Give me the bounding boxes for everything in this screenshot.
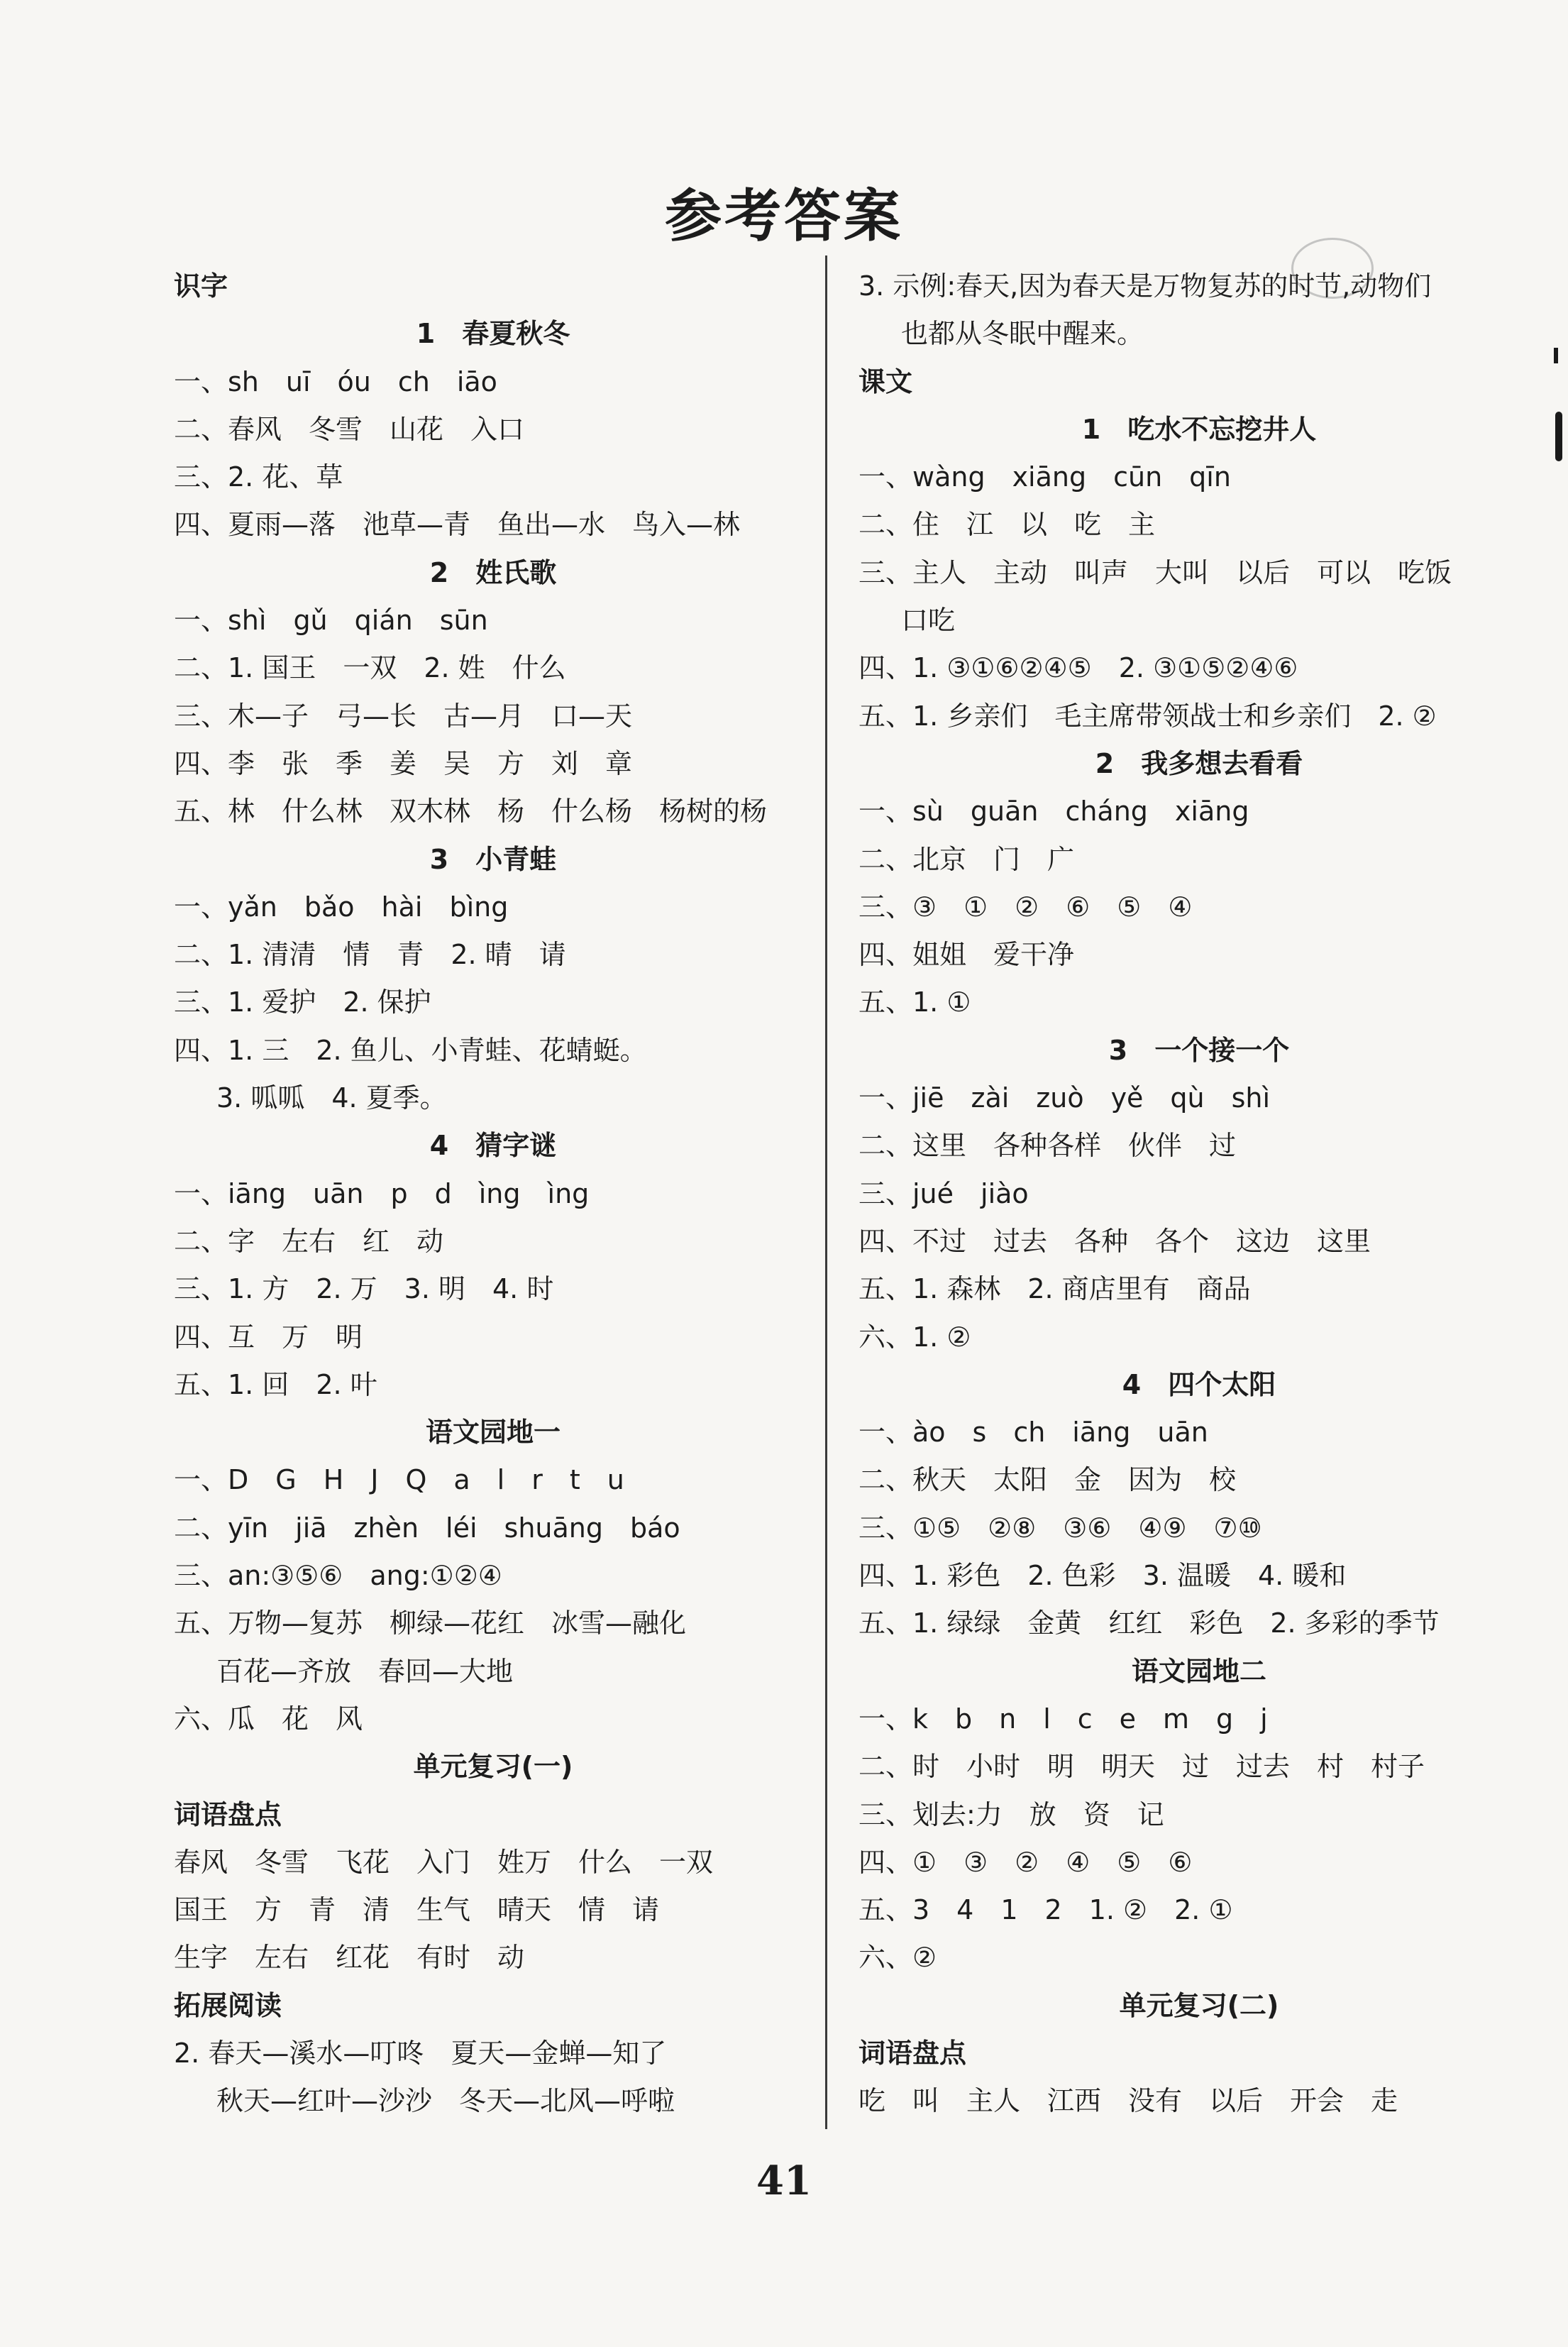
answer-line: 一、shì gǔ qián sūn <box>174 605 488 637</box>
answer-column-right <box>858 263 1540 2126</box>
answer-line: 一、D G H J Q a l r t u <box>174 1464 624 1496</box>
section-heading: 1 春夏秋冬 <box>416 318 570 350</box>
section-heading: 2 我多想去看看 <box>1095 747 1303 779</box>
answer-line: 口吃 <box>901 605 956 637</box>
answer-line: 二、时 小时 明 明天 过 过去 村 村子 <box>858 1751 1425 1783</box>
answer-line: 二、住 江 以 吃 主 <box>858 509 1156 541</box>
answer-line: 国王 方 青 清 生气 晴天 情 请 <box>174 1894 660 1926</box>
answer-line: 生字 左右 红花 有时 动 <box>174 1942 525 1974</box>
answer-line: 四、互 万 明 <box>174 1321 363 1353</box>
answer-line: 三、2. 花、草 <box>174 461 343 493</box>
answer-line: 一、k b n l c e m g j <box>858 1703 1268 1735</box>
answer-line: 秋天—红叶—沙沙 冬天—北风—呼啦 <box>216 2085 675 2117</box>
answer-line: 吃 叫 主人 江西 没有 以后 开会 走 <box>858 2085 1398 2117</box>
answer-line: 三、an:③⑤⑥ ang:①②④ <box>174 1560 502 1592</box>
answer-line: 三、木—子 弓—长 古—月 口—天 <box>174 700 633 732</box>
section-heading: 1 吃水不忘挖井人 <box>1081 413 1317 445</box>
answer-line: 二、字 左右 红 动 <box>174 1225 444 1257</box>
answer-line: 六、② <box>858 1942 937 1974</box>
scan-mark <box>1554 348 1558 363</box>
answer-line: 四、1. ③①⑥②④⑤ 2. ③①⑤②④⑥ <box>858 652 1298 684</box>
answer-line: 二、秋天 太阳 金 因为 校 <box>858 1464 1237 1496</box>
answer-line: 一、yǎn bǎo hài bìng <box>174 891 509 923</box>
category-heading: 词语盘点 <box>858 2037 967 2069</box>
answer-line: 五、林 什么林 双木林 杨 什么杨 杨树的杨 <box>174 796 768 828</box>
answer-line: 三、划去:力 放 资 记 <box>858 1798 1164 1830</box>
answer-line: 3. 示例:春天,因为春天是万物复苏的时节,动物们 <box>858 270 1432 302</box>
page-title: 参考答案 <box>665 183 903 249</box>
answer-line: 二、春风 冬雪 山花 入口 <box>174 413 525 445</box>
answer-line: 二、yīn jiā zhèn léi shuāng báo <box>174 1512 680 1544</box>
page-number: 41 <box>756 2158 812 2204</box>
answer-line: 一、iāng uān p d ìng ìng <box>174 1177 590 1209</box>
answer-line: 五、1. ① <box>858 986 971 1018</box>
section-heading: 3 一个接一个 <box>1108 1034 1290 1066</box>
answer-line: 三、jué jiào <box>858 1177 1029 1209</box>
answer-line: 五、1. 乡亲们 毛主席带领战士和乡亲们 2. ② <box>858 700 1437 732</box>
answer-line: 一、sù guān cháng xiāng <box>858 796 1249 828</box>
answer-line: 三、③ ① ② ⑥ ⑤ ④ <box>858 891 1193 923</box>
answer-line: 三、1. 爱护 2. 保护 <box>174 986 431 1018</box>
answer-line: 春风 冬雪 飞花 入门 姓万 什么 一双 <box>174 1846 714 1878</box>
answer-line: 五、3 4 1 2 1. ② 2. ① <box>858 1894 1233 1926</box>
section-heading: 3 小青蛙 <box>429 843 557 875</box>
answer-column-left <box>174 263 812 2126</box>
category-heading: 词语盘点 <box>174 1798 282 1830</box>
answer-line: 四、1. 三 2. 鱼儿、小青蛙、花蜻蜓。 <box>174 1034 647 1066</box>
answer-line: 五、万物—复苏 柳绿—花红 冰雪—融化 <box>174 1607 687 1639</box>
answer-line: 六、瓜 花 风 <box>174 1703 363 1735</box>
answer-line: 3. 呱呱 4. 夏季。 <box>216 1082 447 1114</box>
section-heading: 单元复习(一) <box>413 1751 573 1783</box>
column-divider <box>825 255 827 2129</box>
section-heading: 单元复习(二) <box>1119 1989 1279 2021</box>
section-heading: 2 姓氏歌 <box>429 556 557 588</box>
answer-line: 五、1. 回 2. 叶 <box>174 1368 377 1400</box>
category-heading: 课文 <box>858 365 913 397</box>
answer-line: 二、这里 各种各样 伙伴 过 <box>858 1130 1237 1162</box>
answer-line: 一、ào s ch iāng uān <box>858 1417 1208 1449</box>
answer-line: 也都从冬眠中醒来。 <box>901 318 1144 350</box>
answer-line: 六、1. ② <box>858 1321 971 1353</box>
answer-line: 二、1. 国王 一双 2. 姓 什么 <box>174 652 566 684</box>
answer-line: 四、姐姐 爱干净 <box>858 939 1075 971</box>
answer-line: 三、①⑤ ②⑧ ③⑥ ④⑨ ⑦⑩ <box>858 1512 1262 1544</box>
answer-line: 百花—齐放 春回—大地 <box>216 1655 514 1687</box>
answer-line: 一、wàng xiāng cūn qīn <box>858 461 1231 493</box>
category-heading: 拓展阅读 <box>174 1989 282 2021</box>
answer-line: 二、1. 清清 情 青 2. 晴 请 <box>174 939 566 971</box>
answer-line: 一、jiē zài zuò yě qù shì <box>858 1082 1271 1114</box>
answer-line: 四、① ③ ② ④ ⑤ ⑥ <box>858 1846 1193 1878</box>
section-heading: 语文园地一 <box>425 1417 561 1449</box>
answer-line: 二、北京 门 广 <box>858 843 1075 875</box>
answer-line: 五、1. 森林 2. 商店里有 商品 <box>858 1273 1251 1305</box>
answer-line: 三、主人 主动 叫声 大叫 以后 可以 吃饭 <box>858 556 1452 588</box>
scan-mark <box>1555 412 1562 461</box>
answer-line: 2. 春天—溪水—叮咚 夏天—金蝉—知了 <box>174 2037 667 2069</box>
section-heading: 4 猜字谜 <box>429 1130 557 1162</box>
answer-line: 一、sh uī óu ch iāo <box>174 365 497 397</box>
answer-line: 四、1. 彩色 2. 色彩 3. 温暖 4. 暖和 <box>858 1560 1347 1592</box>
section-heading: 语文园地二 <box>1131 1655 1266 1687</box>
answer-line: 三、1. 方 2. 万 3. 明 4. 时 <box>174 1273 554 1305</box>
section-heading: 4 四个太阳 <box>1122 1368 1276 1400</box>
answer-line: 五、1. 绿绿 金黄 红红 彩色 2. 多彩的季节 <box>858 1607 1440 1639</box>
answer-line: 四、不过 过去 各种 各个 这边 这里 <box>858 1225 1371 1257</box>
answer-line: 四、李 张 季 姜 吴 方 刘 章 <box>174 747 633 779</box>
answer-line: 四、夏雨—落 池草—青 鱼出—水 鸟入—林 <box>174 509 741 541</box>
category-heading: 识字 <box>174 270 228 302</box>
